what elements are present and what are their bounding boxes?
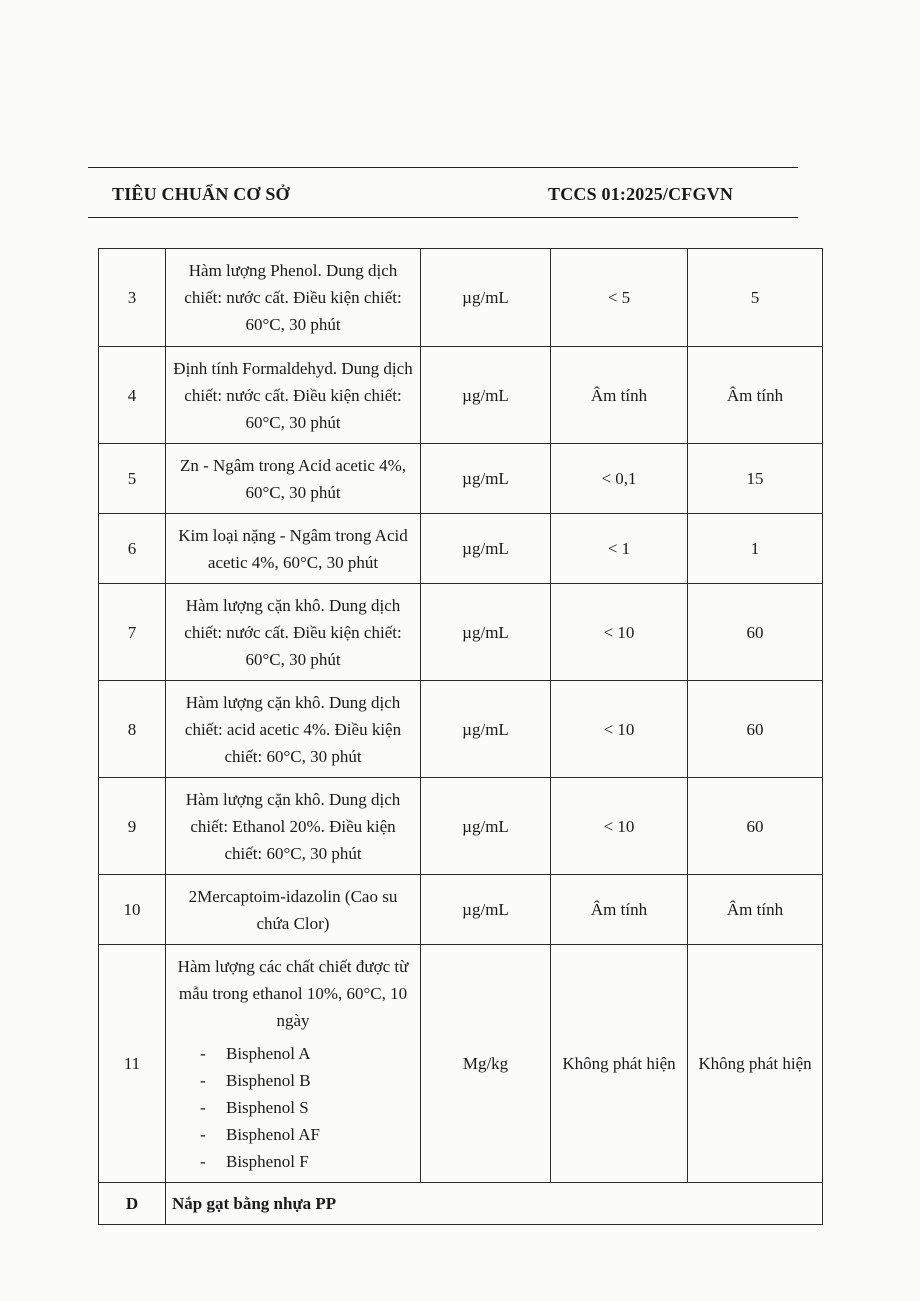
table-row [99,514,823,584]
header-top-rule [88,167,798,168]
list-item: - Bisphenol F [200,1148,414,1175]
unit: µg/mL [421,347,551,444]
test-item: 2Mercaptoim-idazolin (Cao su chứa Clor) [166,875,421,945]
analyte-list [172,1040,414,1175]
limit: Âm tính [688,347,823,444]
list-item: - Bisphenol A [200,1040,414,1067]
unit: µg/mL [421,444,551,514]
limit: 5 [688,249,823,347]
result: Âm tính [551,347,688,444]
test-item: Zn - Ngâm trong Acid acetic 4%, 60°C, 30 phút [166,444,421,514]
test-item: Hàm lượng cặn khô. Dung dịch chiết: Ethanol 20%. Điều kiện chiết: 60°C, 30 phút [166,778,421,875]
table-row [99,249,823,347]
unit: µg/mL [421,249,551,347]
table-row [99,875,823,945]
unit: µg/mL [421,778,551,875]
list-item: - Bisphenol B [200,1067,414,1094]
table-row [99,584,823,681]
test-item: Kim loại nặng - Ngâm trong Acid acetic 4%, 60°C, 30 phút [166,514,421,584]
limit: 15 [688,444,823,514]
row-number: 3 [99,249,166,347]
result: < 0,1 [551,444,688,514]
row-number: 8 [99,681,166,778]
result: < 10 [551,778,688,875]
specification-table [98,248,823,1225]
unit: Mg/kg [421,945,551,1183]
result: < 1 [551,514,688,584]
row-number: 9 [99,778,166,875]
unit: µg/mL [421,875,551,945]
result: Âm tính [551,875,688,945]
table-row [99,778,823,875]
result: < 10 [551,584,688,681]
section-row [99,1183,823,1225]
test-item-text: Hàm lượng các chất chiết được từ mẫu trong ethanol 10%, 60°C, 10 ngày [177,956,409,1030]
section-title: Nắp gạt bằng nhựa PP [166,1183,823,1225]
limit: 60 [688,778,823,875]
standard-title: TIÊU CHUẨN CƠ SỞ [112,184,290,204]
limit: 60 [688,681,823,778]
unit: µg/mL [421,681,551,778]
list-item: - Bisphenol S [200,1094,414,1121]
test-item: Hàm lượng cặn khô. Dung dịch chiết: nước cất. Điều kiện chiết: 60°C, 30 phút [166,584,421,681]
test-item: Hàm lượng Phenol. Dung dịch chiết: nước cất. Điều kiện chiết: 60°C, 30 phút [166,249,421,347]
test-item [166,945,421,1183]
unit: µg/mL [421,584,551,681]
table-row [99,681,823,778]
result: < 10 [551,681,688,778]
test-item: Hàm lượng cặn khô. Dung dịch chiết: acid acetic 4%. Điều kiện chiết: 60°C, 30 phút [166,681,421,778]
header-bottom-rule [88,217,798,218]
result: Không phát hiện [551,945,688,1183]
limit: Không phát hiện [688,945,823,1183]
row-number: 6 [99,514,166,584]
row-number: 10 [99,875,166,945]
table-row [99,945,823,1183]
row-number: 4 [99,347,166,444]
limit: Âm tính [688,875,823,945]
row-number: 11 [99,945,166,1183]
table-row [99,347,823,444]
table-row [99,444,823,514]
unit: µg/mL [421,514,551,584]
section-code: D [99,1183,166,1225]
test-item: Định tính Formaldehyd. Dung dịch chiết: nước cất. Điều kiện chiết: 60°C, 30 phút [166,347,421,444]
row-number: 7 [99,584,166,681]
specification-table-body [99,249,823,1225]
row-number: 5 [99,444,166,514]
limit: 60 [688,584,823,681]
standard-code: TCCS 01:2025/CFGVN [548,184,734,204]
result: < 5 [551,249,688,347]
limit: 1 [688,514,823,584]
list-item: - Bisphenol AF [200,1121,414,1148]
